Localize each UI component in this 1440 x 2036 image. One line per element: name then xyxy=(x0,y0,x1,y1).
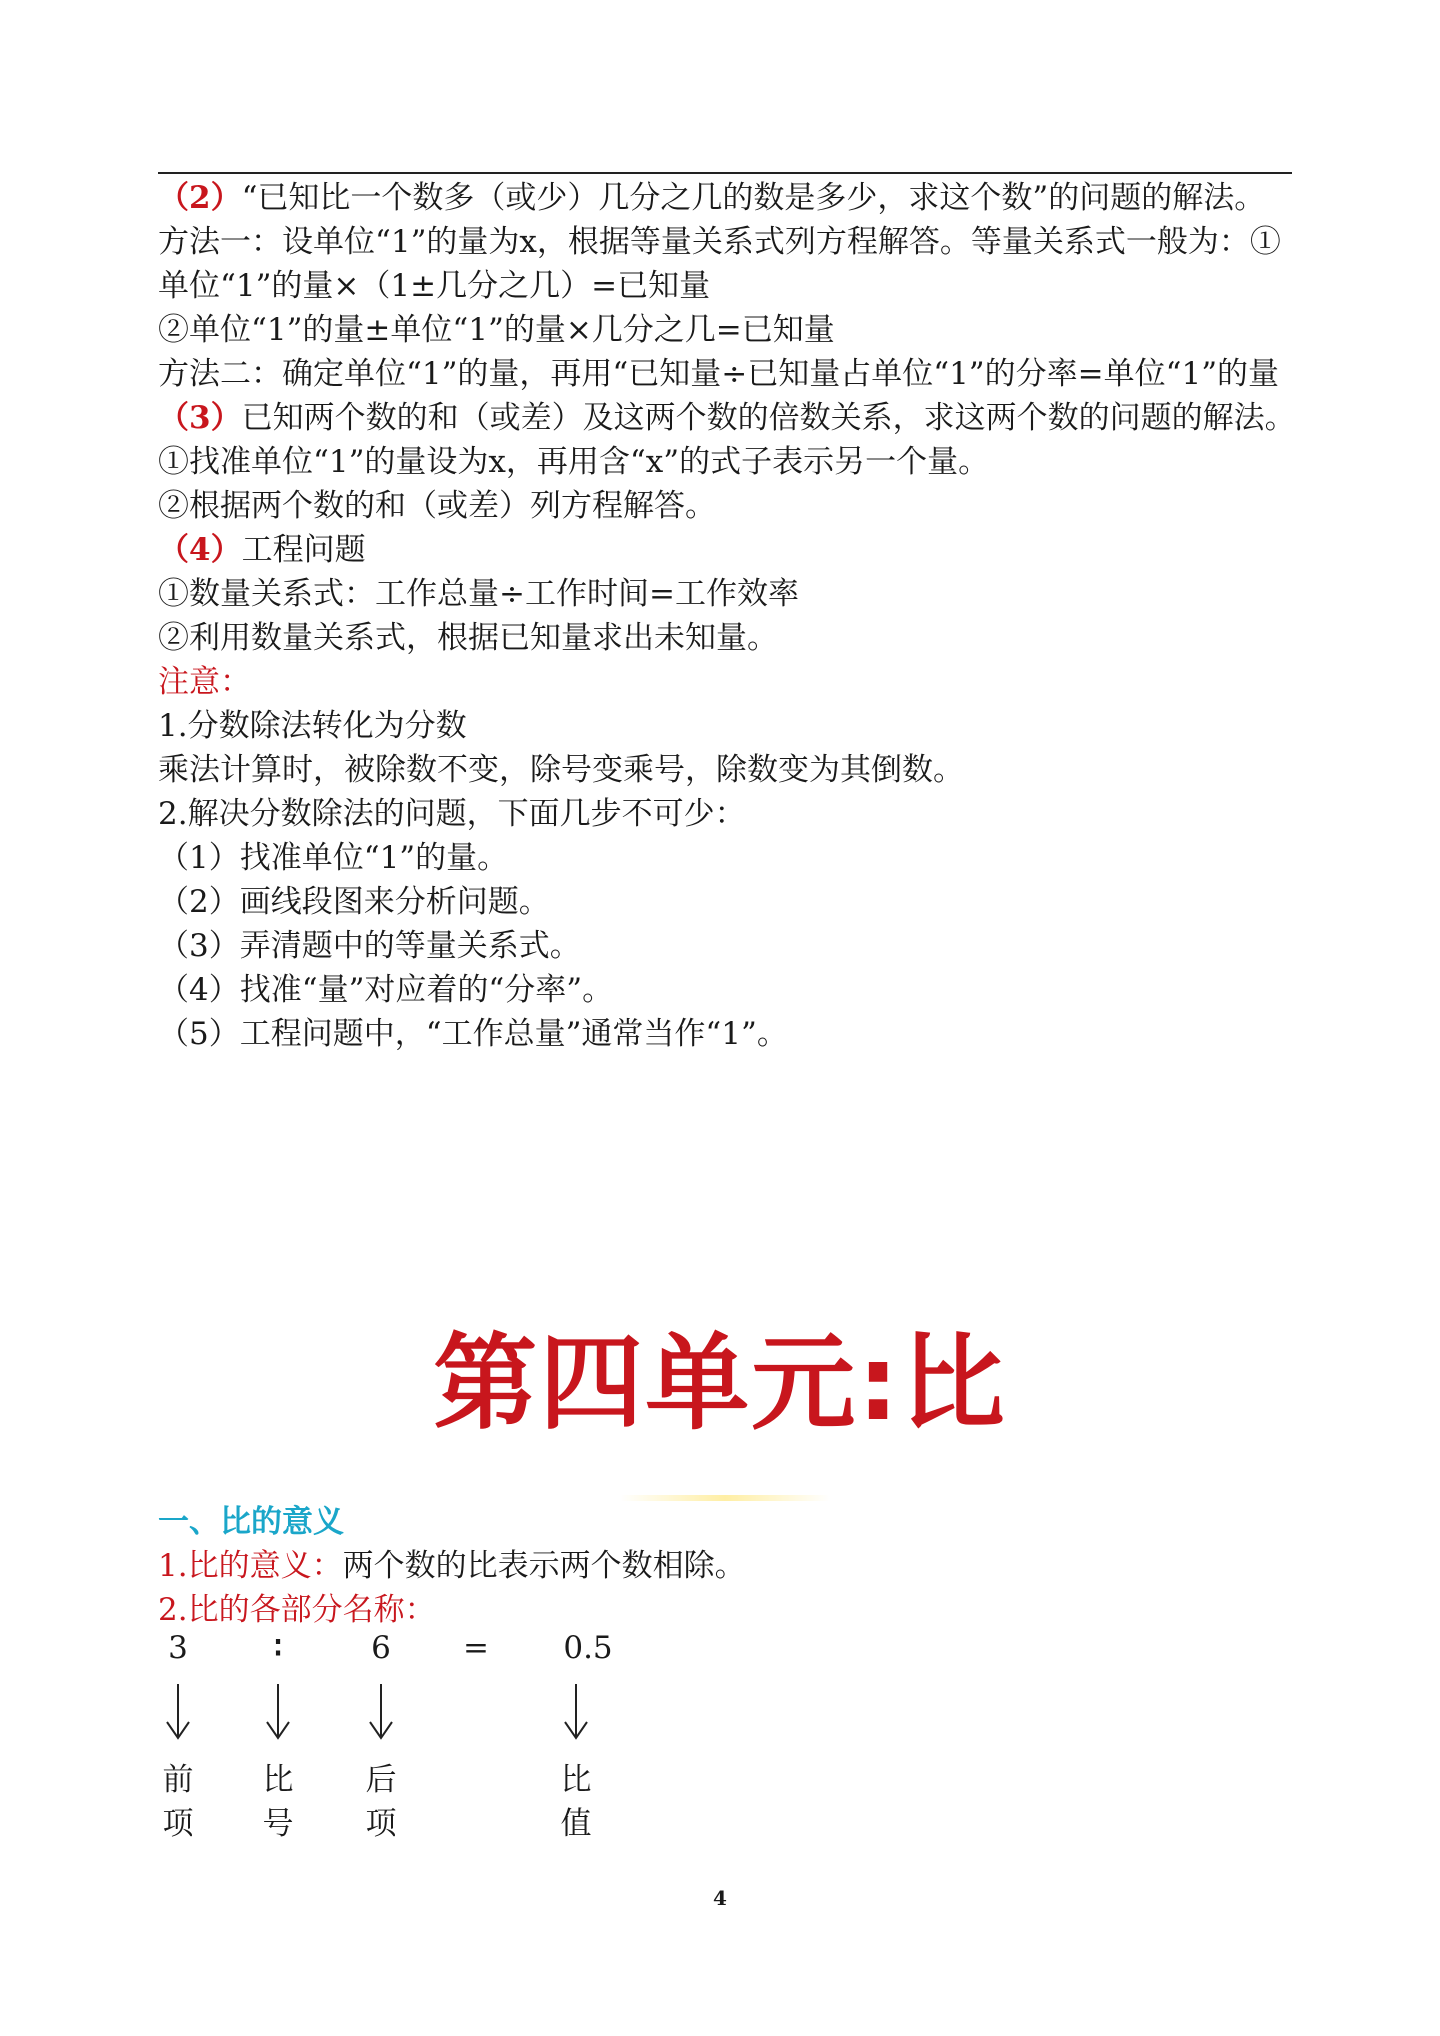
ratio-value: 0.5 xyxy=(563,1630,613,1666)
meaning-label: 1.比的意义： xyxy=(158,1548,343,1584)
part3-number: （3） xyxy=(158,400,242,436)
note2-title: 2.解决分数除法的问题，下面几步不可少： xyxy=(158,796,746,832)
part4-number: （4） xyxy=(158,532,242,568)
meaning-line xyxy=(158,1544,1298,1588)
parts-label: 2.比的各部分名称： xyxy=(158,1592,436,1628)
part4-heading xyxy=(158,528,1298,572)
label-back-char: 后 xyxy=(365,1762,397,1798)
meaning-text: 两个数的比表示两个数相除。 xyxy=(342,1548,746,1584)
fraction-division-content xyxy=(158,176,1298,1056)
label-colon-char: 号 xyxy=(262,1806,294,1842)
note1-title: 1.分数除法转化为分数 xyxy=(158,708,467,744)
label-value-char: 比 xyxy=(560,1762,592,1798)
page-number: 4 xyxy=(713,1886,727,1910)
label-front-char: 项 xyxy=(162,1806,194,1842)
down-arrow-icon xyxy=(263,1682,293,1742)
label-back-term xyxy=(361,1758,401,1846)
label-ratio-value xyxy=(556,1758,596,1846)
ratio-parts-diagram xyxy=(158,1630,858,1850)
part2-heading-text: “已知比一个数多（或少）几分之几的数是多少，求这个数”的问题的解法。 xyxy=(241,180,1266,216)
unit-title: 第四单元:比 xyxy=(433,1322,1007,1444)
label-front-char: 前 xyxy=(162,1762,194,1798)
part2-method1-a: 方法一：设单位“1”的量为x，根据等量关系式列方程解答。等量关系式一般为：①单位“1”的量×（1±几分之几）=已知量 xyxy=(158,224,1281,304)
top-rule xyxy=(158,172,1292,174)
part2-heading xyxy=(158,176,1298,220)
part2-method2: 方法二：确定单位“1”的量，再用“已知量÷已知量占单位“1”的分率=单位“1”的量 xyxy=(158,356,1280,392)
part3-heading xyxy=(158,396,1298,440)
down-arrow-icon xyxy=(561,1682,591,1742)
label-colon-char: 比 xyxy=(262,1762,294,1798)
note2-item: （4）找准“量”对应着的“分率”。 xyxy=(158,972,614,1008)
part3-step2: ②根据两个数的和（或差）列方程解答。 xyxy=(158,488,716,524)
notes-label: 注意： xyxy=(158,664,251,700)
part3-step1: ①找准单位“1”的量设为x，再用含“x”的式子表示另一个量。 xyxy=(158,444,990,480)
label-back-char: 项 xyxy=(365,1806,397,1842)
part4-step1: ①数量关系式：工作总量÷工作时间=工作效率 xyxy=(158,576,799,612)
label-value-char: 值 xyxy=(560,1806,592,1842)
section-ratio-meaning xyxy=(158,1500,1298,1632)
equals-sign: = xyxy=(463,1630,489,1666)
part2-number: （2） xyxy=(158,180,242,216)
ratio-colon: ∶ xyxy=(273,1630,283,1666)
note2-item: （1）找准单位“1”的量。 xyxy=(158,840,509,876)
note2-item: （5）工程问题中，“工作总量”通常当作“1”。 xyxy=(158,1016,788,1052)
note2-item: （2）画线段图来分析问题。 xyxy=(158,884,550,920)
note2-item: （3）弄清题中的等量关系式。 xyxy=(158,928,581,964)
note1-text: 乘法计算时，被除数不变，除号变乘号，除数变为其倒数。 xyxy=(158,752,964,788)
ratio-front-term: 3 xyxy=(168,1630,188,1666)
part2-method1-b: ②单位“1”的量±单位“1”的量×几分之几=已知量 xyxy=(158,312,835,348)
part4-step2: ②利用数量关系式，根据已知量求出未知量。 xyxy=(158,620,778,656)
label-ratio-sign xyxy=(258,1758,298,1846)
section-title: 一、比的意义 xyxy=(158,1504,344,1540)
label-front-term xyxy=(158,1758,198,1846)
part3-heading-text: 已知两个数的和（或差）及这两个数的倍数关系，求这两个数的问题的解法。 xyxy=(241,400,1296,436)
down-arrow-icon xyxy=(366,1682,396,1742)
ratio-back-term: 6 xyxy=(371,1630,391,1666)
part4-heading-text: 工程问题 xyxy=(241,532,366,568)
down-arrow-icon xyxy=(163,1682,193,1742)
